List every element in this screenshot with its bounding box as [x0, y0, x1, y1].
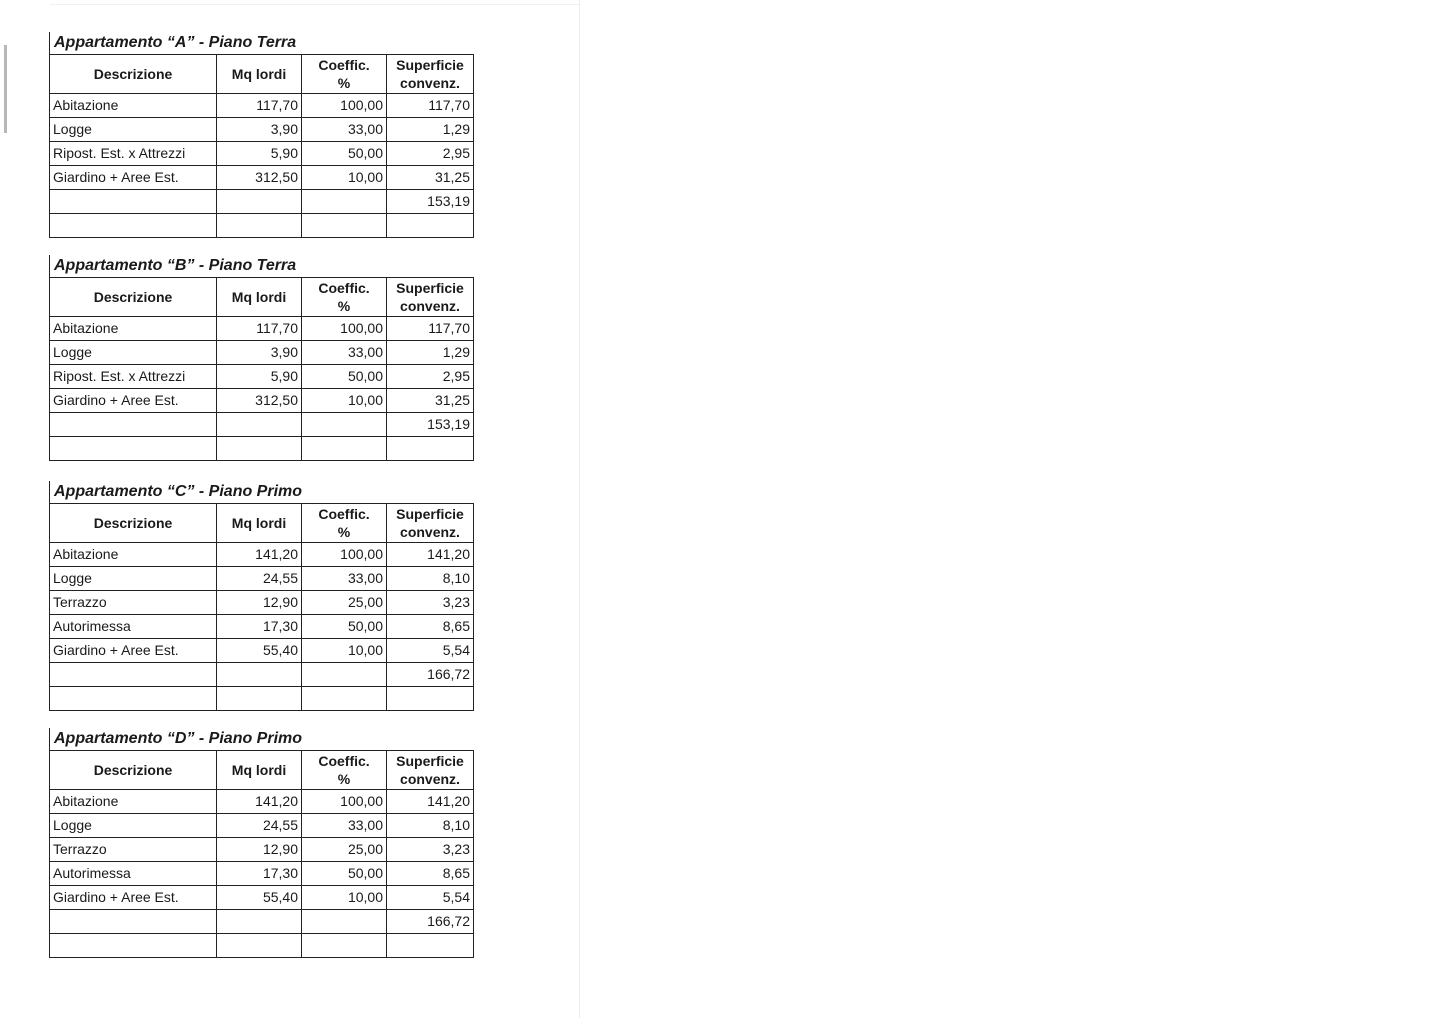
- header-mq-lordi: Mq lordi: [217, 55, 302, 94]
- cell-mq: 24,55: [217, 567, 302, 591]
- cell-sup: 8,65: [387, 615, 474, 639]
- page-fold-edge: [579, 0, 580, 1018]
- header-descrizione: Descrizione: [50, 55, 217, 94]
- cell-descrizione: Abitazione: [50, 317, 217, 341]
- cell-descrizione: Logge: [50, 814, 217, 838]
- cell-sup: 2,95: [387, 365, 474, 389]
- page-top-edge: [50, 4, 580, 5]
- apartment-b-table: [49, 277, 474, 461]
- cell-mq: 312,50: [217, 389, 302, 413]
- cell-total: 153,19: [387, 413, 474, 437]
- cell-sup: 5,54: [387, 886, 474, 910]
- cell-mq: 24,55: [217, 814, 302, 838]
- cell-descrizione: Logge: [50, 341, 217, 365]
- apartment-d-section: [49, 728, 473, 958]
- cell-mq: 117,70: [217, 317, 302, 341]
- cell-descrizione: Terrazzo: [50, 591, 217, 615]
- cell-coeff: 10,00: [302, 389, 387, 413]
- header-coeffic: Coeffic. %: [302, 55, 387, 94]
- total-row: [50, 910, 474, 934]
- table-row: [50, 94, 474, 118]
- cell-sup: 3,23: [387, 838, 474, 862]
- cell-descrizione: Abitazione: [50, 543, 217, 567]
- cell-total: 166,72: [387, 663, 474, 687]
- cell-mq: 55,40: [217, 886, 302, 910]
- table-row: [50, 886, 474, 910]
- cell-coeff: 50,00: [302, 365, 387, 389]
- cell-mq: 12,90: [217, 591, 302, 615]
- header-superficie: Superficie convenz.: [387, 55, 474, 94]
- empty-row: [50, 214, 474, 238]
- apartment-a-table: [49, 54, 474, 238]
- table-row: [50, 790, 474, 814]
- cell-descrizione: Giardino + Aree Est.: [50, 886, 217, 910]
- table-row: [50, 639, 474, 663]
- table-row: [50, 838, 474, 862]
- cell-coeff: 33,00: [302, 118, 387, 142]
- scan-margin-mark: [4, 45, 7, 133]
- cell-descrizione: Giardino + Aree Est.: [50, 639, 217, 663]
- table-row: [50, 142, 474, 166]
- cell-mq: 141,20: [217, 543, 302, 567]
- table-header-row: [50, 278, 474, 317]
- cell-mq: 55,40: [217, 639, 302, 663]
- cell-sup: 3,23: [387, 591, 474, 615]
- cell-descrizione: Autorimessa: [50, 862, 217, 886]
- cell-coeff: 100,00: [302, 790, 387, 814]
- apartment-c-section: [49, 481, 473, 711]
- header-superficie: Superficie convenz.: [387, 751, 474, 790]
- cell-sup: 1,29: [387, 341, 474, 365]
- table-header-row: [50, 751, 474, 790]
- empty-row: [50, 934, 474, 958]
- section-title: Appartamento “C” - Piano Primo: [49, 481, 473, 503]
- cell-coeff: 10,00: [302, 639, 387, 663]
- cell-mq: 117,70: [217, 94, 302, 118]
- cell-coeff: 100,00: [302, 94, 387, 118]
- cell-coeff: 10,00: [302, 166, 387, 190]
- cell-mq: 5,90: [217, 365, 302, 389]
- cell-coeff: 33,00: [302, 341, 387, 365]
- cell-total: 153,19: [387, 190, 474, 214]
- cell-sup: 31,25: [387, 166, 474, 190]
- cell-coeff: 25,00: [302, 838, 387, 862]
- section-title: Appartamento “D” - Piano Primo: [49, 728, 473, 750]
- cell-mq: 5,90: [217, 142, 302, 166]
- cell-descrizione: Logge: [50, 118, 217, 142]
- cell-sup: 31,25: [387, 389, 474, 413]
- cell-descrizione: Abitazione: [50, 790, 217, 814]
- header-superficie: Superficie convenz.: [387, 278, 474, 317]
- header-coeffic: Coeffic. %: [302, 504, 387, 543]
- cell-sup: 117,70: [387, 317, 474, 341]
- cell-mq: 3,90: [217, 118, 302, 142]
- cell-coeff: 50,00: [302, 862, 387, 886]
- header-mq-lordi: Mq lordi: [217, 278, 302, 317]
- cell-descrizione: Terrazzo: [50, 838, 217, 862]
- cell-descrizione: Ripost. Est. x Attrezzi: [50, 142, 217, 166]
- cell-sup: 1,29: [387, 118, 474, 142]
- table-row: [50, 543, 474, 567]
- table-row: [50, 591, 474, 615]
- table-row: [50, 567, 474, 591]
- cell-mq: 17,30: [217, 615, 302, 639]
- cell-coeff: 25,00: [302, 591, 387, 615]
- section-title: Appartamento “A” - Piano Terra: [49, 32, 473, 54]
- header-superficie: Superficie convenz.: [387, 504, 474, 543]
- header-descrizione: Descrizione: [50, 751, 217, 790]
- cell-sup: 8,65: [387, 862, 474, 886]
- header-mq-lordi: Mq lordi: [217, 751, 302, 790]
- empty-row: [50, 687, 474, 711]
- table-row: [50, 118, 474, 142]
- cell-descrizione: Abitazione: [50, 94, 217, 118]
- header-descrizione: Descrizione: [50, 504, 217, 543]
- section-title: Appartamento “B” - Piano Terra: [49, 255, 473, 277]
- cell-sup: 141,20: [387, 543, 474, 567]
- table-row: [50, 615, 474, 639]
- cell-mq: 312,50: [217, 166, 302, 190]
- table-row: [50, 389, 474, 413]
- apartment-c-table: [49, 503, 474, 711]
- cell-mq: 3,90: [217, 341, 302, 365]
- table-row: [50, 166, 474, 190]
- cell-mq: 17,30: [217, 862, 302, 886]
- total-row: [50, 663, 474, 687]
- cell-coeff: 100,00: [302, 543, 387, 567]
- cell-sup: 8,10: [387, 814, 474, 838]
- cell-coeff: 10,00: [302, 886, 387, 910]
- cell-total: 166,72: [387, 910, 474, 934]
- total-row: [50, 413, 474, 437]
- header-mq-lordi: Mq lordi: [217, 504, 302, 543]
- table-row: [50, 365, 474, 389]
- cell-coeff: 50,00: [302, 142, 387, 166]
- table-row: [50, 814, 474, 838]
- cell-coeff: 50,00: [302, 615, 387, 639]
- cell-descrizione: Autorimessa: [50, 615, 217, 639]
- cell-coeff: 100,00: [302, 317, 387, 341]
- cell-sup: 141,20: [387, 790, 474, 814]
- cell-mq: 141,20: [217, 790, 302, 814]
- cell-coeff: 33,00: [302, 567, 387, 591]
- header-coeffic: Coeffic. %: [302, 278, 387, 317]
- table-row: [50, 317, 474, 341]
- cell-descrizione: Giardino + Aree Est.: [50, 166, 217, 190]
- cell-sup: 117,70: [387, 94, 474, 118]
- cell-sup: 5,54: [387, 639, 474, 663]
- cell-sup: 8,10: [387, 567, 474, 591]
- total-row: [50, 190, 474, 214]
- cell-sup: 2,95: [387, 142, 474, 166]
- cell-descrizione: Ripost. Est. x Attrezzi: [50, 365, 217, 389]
- table-header-row: [50, 55, 474, 94]
- header-coeffic: Coeffic. %: [302, 751, 387, 790]
- cell-descrizione: Logge: [50, 567, 217, 591]
- apartment-d-table: [49, 750, 474, 958]
- table-row: [50, 862, 474, 886]
- table-row: [50, 341, 474, 365]
- cell-mq: 12,90: [217, 838, 302, 862]
- table-header-row: [50, 504, 474, 543]
- header-descrizione: Descrizione: [50, 278, 217, 317]
- cell-descrizione: Giardino + Aree Est.: [50, 389, 217, 413]
- apartment-a-section: [49, 32, 473, 238]
- apartment-b-section: [49, 255, 473, 461]
- cell-coeff: 33,00: [302, 814, 387, 838]
- empty-row: [50, 437, 474, 461]
